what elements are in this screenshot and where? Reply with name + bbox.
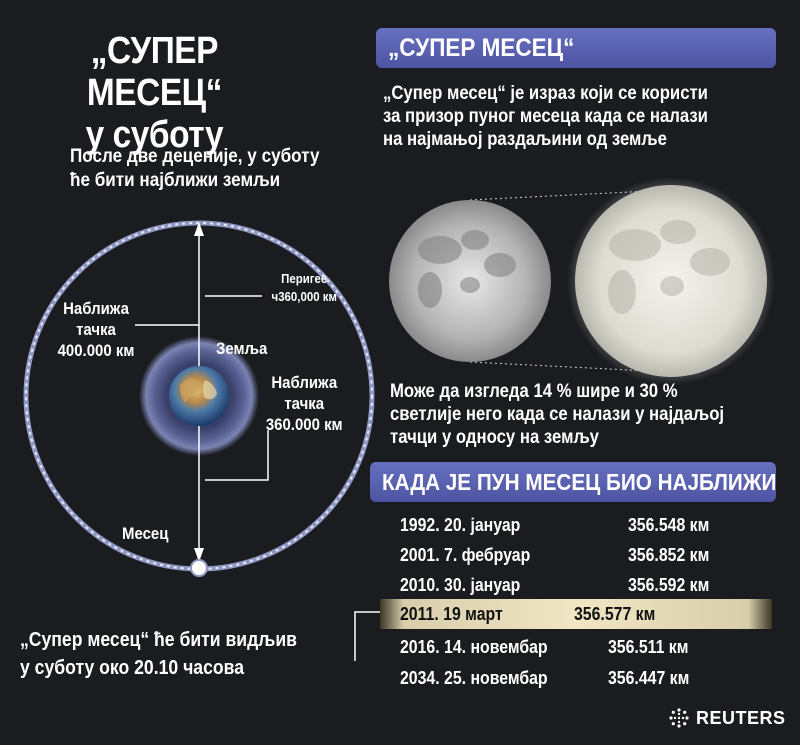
definition-text bbox=[383, 82, 753, 151]
super-moon-banner bbox=[376, 28, 776, 68]
definition-line-3: на најмањој раздаљини од земље bbox=[383, 129, 667, 150]
closest-full-moon-banner-text: КАДА ЈЕ ПУН МЕСЕЦ БИО НАЈБЛИЖИ bbox=[382, 468, 777, 495]
row-date: 1992. 20. јануар bbox=[400, 514, 521, 535]
visibility-note-line-1: „Супер месец“ ће бити видљив bbox=[20, 629, 297, 651]
row-distance: 356.592 км bbox=[628, 574, 710, 595]
row-distance: 356.548 км bbox=[628, 514, 710, 535]
perigee-line-2: ч360,000 км bbox=[271, 289, 337, 304]
visibility-note bbox=[20, 626, 319, 682]
table-row bbox=[390, 510, 770, 540]
subtitle-line-1: После две деценије, у суботу bbox=[70, 146, 320, 167]
near-point-label bbox=[262, 372, 346, 435]
far-label-line-2: тачка bbox=[76, 320, 116, 339]
super-moon-banner-text: „СУПЕР МЕСЕЦ“ bbox=[388, 33, 575, 62]
table-row bbox=[390, 570, 770, 600]
earth-icon bbox=[169, 366, 229, 426]
definition-line-2: за призор пуног месеца када се налази bbox=[383, 106, 708, 127]
perigee-label bbox=[262, 270, 346, 306]
comparison-text bbox=[390, 380, 760, 449]
row-distance: 356.852 км bbox=[628, 544, 710, 565]
far-label-line-1: Наближа bbox=[63, 299, 129, 318]
row-distance: 356.447 км bbox=[608, 667, 690, 688]
near-label-line-2: тачка bbox=[284, 394, 325, 413]
moon-dot-icon bbox=[191, 560, 207, 576]
perigee-line-1: Перигее bbox=[281, 271, 328, 286]
row-distance: 356.577 км bbox=[574, 603, 656, 624]
definition-line-1: „Супер месец“ је израз који се користи bbox=[383, 83, 708, 104]
moon-label: Месец bbox=[122, 524, 169, 543]
earth-label: Земља bbox=[216, 339, 268, 358]
table-row bbox=[390, 540, 770, 570]
visibility-note-line-2: у суботу око 20.10 часова bbox=[20, 657, 245, 679]
row-date: 2010. 30. јануар bbox=[400, 574, 521, 595]
subtitle-line-2: ће бити најближи земљи bbox=[70, 170, 281, 191]
closest-full-moon-banner bbox=[370, 462, 776, 502]
comparison-line-3: тачци у односу на земљу bbox=[390, 427, 599, 448]
near-label-line-3: 360.000 км bbox=[265, 415, 343, 434]
row-distance: 356.511 км bbox=[608, 636, 689, 657]
row-date: 2034. 25. новембар bbox=[400, 667, 548, 688]
far-point-label bbox=[52, 298, 140, 361]
title-line-1: „СУПЕР МЕСЕЦ“ bbox=[86, 30, 222, 114]
near-label-line-1: Наближа bbox=[271, 373, 338, 392]
table-row-highlighted bbox=[380, 599, 772, 629]
far-label-line-3: 400.000 км bbox=[57, 341, 135, 360]
table-row bbox=[390, 632, 770, 662]
note-connector-line bbox=[355, 612, 380, 661]
comparison-line-1: Може да изгледа 14 % шире и 30 % bbox=[390, 381, 678, 402]
table-row bbox=[390, 663, 770, 693]
title-line-2: у суботу bbox=[85, 114, 224, 156]
comparison-line-2: светлије него када се налази у најдаљој bbox=[390, 404, 725, 425]
reuters-logo bbox=[668, 707, 786, 729]
row-date: 2001. 7. фебруар bbox=[400, 544, 531, 565]
reuters-logo-text: REUTERS bbox=[696, 707, 786, 728]
reuters-dots-icon bbox=[668, 707, 690, 729]
row-date: 2016. 14. новембар bbox=[400, 636, 548, 657]
row-date: 2011. 19 март bbox=[400, 603, 503, 624]
